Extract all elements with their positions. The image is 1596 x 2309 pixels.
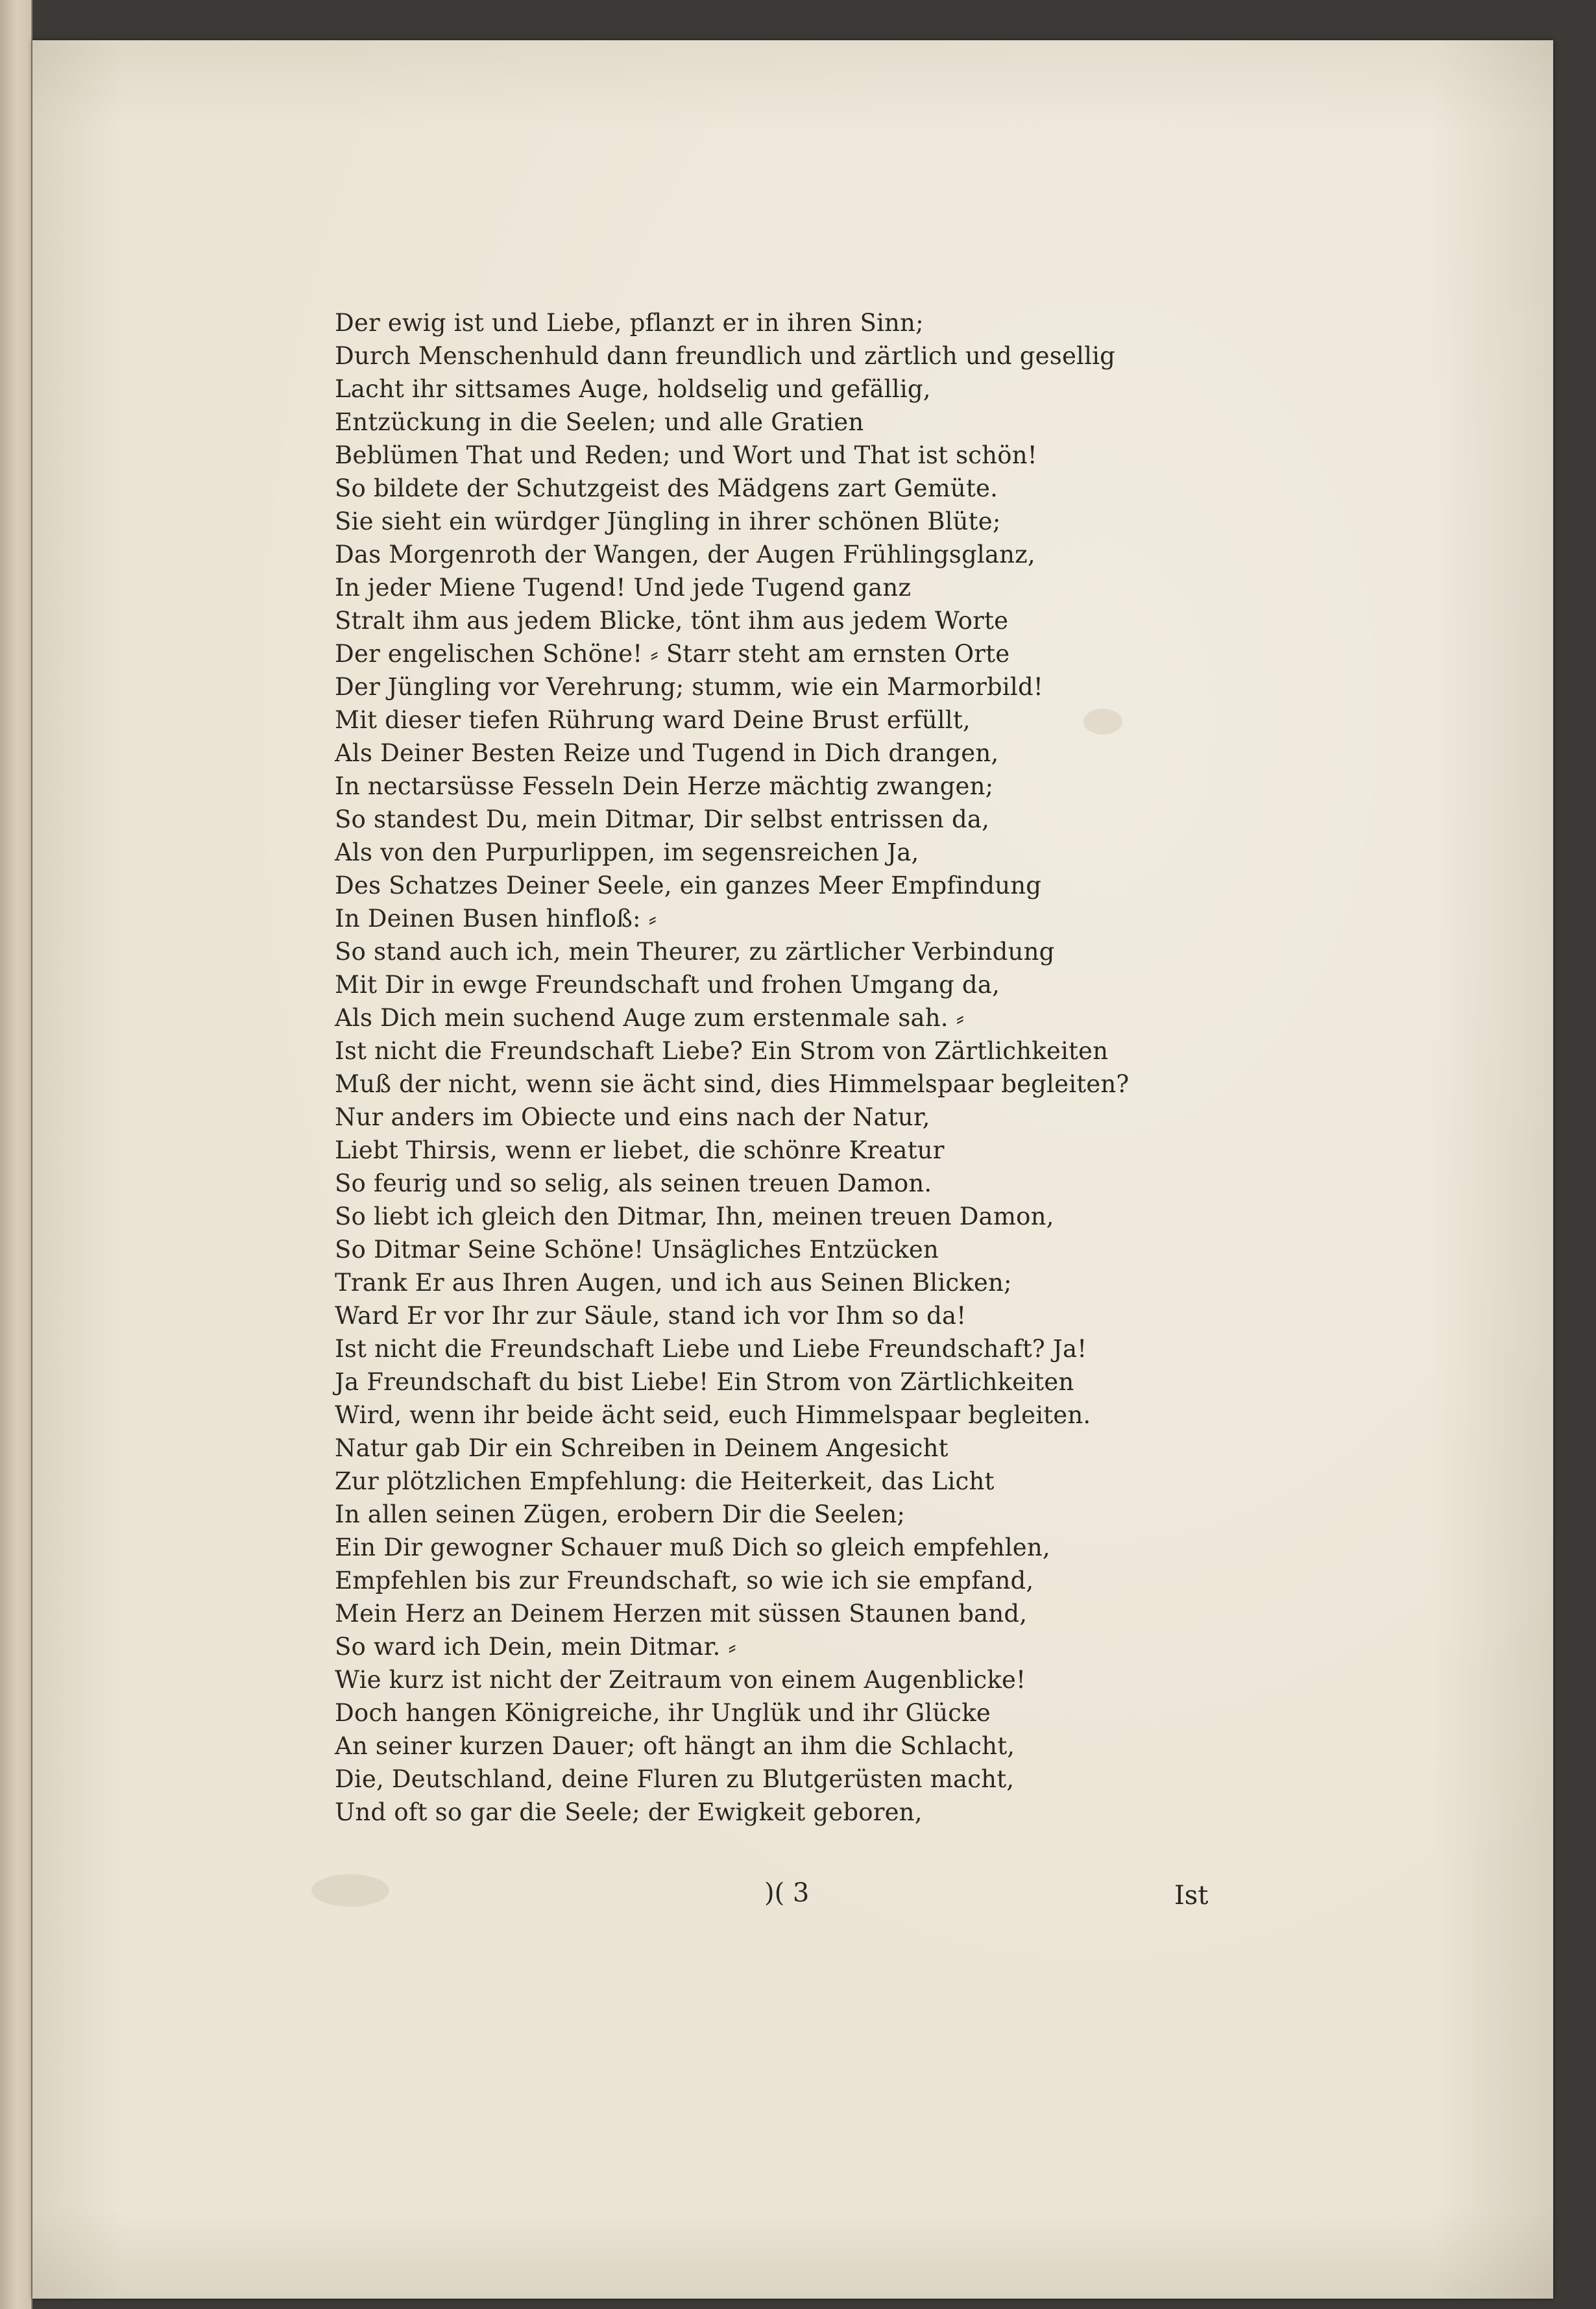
poem-line: In allen seinen Zügen, erobern Dir die Seelen;	[335, 1500, 906, 1528]
poem-line: Das Morgenroth der Wangen, der Augen Frühlingsglanz,	[335, 541, 1035, 568]
poem-text	[335, 306, 1217, 1829]
poem-line: Ist nicht die Freundschaft Liebe? Ein Strom von Zärtlichkeiten	[335, 1037, 1109, 1065]
poem-line: So stand auch ich, mein Theurer, zu zärtlicher Verbindung	[335, 938, 1055, 966]
poem-line: Entzückung in die Seelen; und alle Gratien	[335, 408, 864, 436]
poem-line: Liebt Thirsis, wenn er liebet, die schönre Kreatur	[335, 1136, 945, 1164]
poem-line: Wird, wenn ihr beide ächt seid, euch Himmelspaar begleiten.	[335, 1401, 1091, 1429]
poem-line: In Deinen Busen hinfloß: ⸗	[335, 905, 657, 933]
poem-line: So feurig und so selig, als seinen treuen Damon.	[335, 1169, 932, 1197]
poem-line: Als Dich mein suchend Auge zum erstenmale sah. ⸗	[335, 1004, 965, 1032]
poem-line: Trank Er aus Ihren Augen, und ich aus Seinen Blicken;	[335, 1269, 1012, 1297]
poem-line: Nur anders im Obiecte und eins nach der Natur,	[335, 1103, 930, 1131]
catchword: Ist	[1174, 1881, 1209, 1911]
paper-stain	[311, 1874, 389, 1907]
poem-line: In nectarsüsse Fesseln Dein Herze mächtig zwangen;	[335, 772, 994, 800]
poem-line: In jeder Miene Tugend! Und jede Tugend ganz	[335, 574, 912, 602]
poem-line: Ein Dir gewogner Schauer muß Dich so gleich empfehlen,	[335, 1533, 1050, 1561]
facing-page-edge	[0, 0, 32, 2309]
poem-line: Der Jüngling vor Verehrung; stumm, wie ein Marmorbild!	[335, 673, 1043, 701]
poem-line: Ward Er vor Ihr zur Säule, stand ich vor Ihm so da!	[335, 1302, 967, 1330]
poem-line: Mit dieser tiefen Rührung ward Deine Brust erfüllt,	[335, 706, 971, 734]
poem-line: Zur plötzlichen Empfehlung: die Heiterkeit, das Licht	[335, 1467, 995, 1495]
poem-line: An seiner kurzen Dauer; oft hängt an ihm die Schlacht,	[335, 1732, 1015, 1760]
poem-line: Doch hangen Königreiche, ihr Unglük und ihr Glücke	[335, 1699, 991, 1727]
signature-mark: )( 3	[764, 1878, 810, 1908]
poem-line: Als von den Purpurlippen, im segensreichen Ja,	[335, 838, 919, 866]
poem-line: So Ditmar Seine Schöne! Unsägliches Entzücken	[335, 1236, 939, 1264]
poem-line: Sie sieht ein würdger Jüngling in ihrer schönen Blüte;	[335, 507, 1001, 535]
poem-line: Durch Menschenhuld dann freundlich und zärtlich und gesellig	[335, 342, 1116, 370]
poem-line: Der ewig ist und Liebe, pflanzt er in ihren Sinn;	[335, 309, 924, 337]
poem-line: Des Schatzes Deiner Seele, ein ganzes Meer Empfindung	[335, 872, 1042, 899]
poem-line: So liebt ich gleich den Ditmar, Ihn, meinen treuen Damon,	[335, 1203, 1054, 1230]
page-sheet	[32, 40, 1553, 2299]
poem-line: So ward ich Dein, mein Ditmar. ⸗	[335, 1633, 736, 1661]
poem-line: Stralt ihm aus jedem Blicke, tönt ihm aus jedem Worte	[335, 607, 1009, 635]
poem-line: Und oft so gar die Seele; der Ewigkeit geboren,	[335, 1798, 923, 1826]
poem-line: Ist nicht die Freundschaft Liebe und Liebe Freundschaft? Ja!	[335, 1335, 1087, 1363]
poem-line: Natur gab Dir ein Schreiben in Deinem Angesicht	[335, 1434, 949, 1462]
poem-line: So standest Du, mein Ditmar, Dir selbst entrissen da,	[335, 805, 990, 833]
poem-line: Die, Deutschland, deine Fluren zu Blutgerüsten macht,	[335, 1765, 1015, 1793]
poem-line: Beblümen That und Reden; und Wort und That ist schön!	[335, 441, 1037, 469]
poem-line: Als Deiner Besten Reize und Tugend in Dich drangen,	[335, 739, 999, 767]
poem-line: Mit Dir in ewge Freundschaft und frohen Umgang da,	[335, 971, 1000, 999]
poem-line: Muß der nicht, wenn sie ächt sind, dies Himmelspaar begleiten?	[335, 1070, 1130, 1098]
poem-line: Lacht ihr sittsames Auge, holdselig und gefällig,	[335, 375, 931, 403]
poem-line: Der engelischen Schöne! ⸗ Starr steht am ernsten Orte	[335, 640, 1010, 668]
poem-line: Wie kurz ist nicht der Zeitraum von einem Augenblicke!	[335, 1666, 1026, 1694]
poem-line: So bildete der Schutzgeist des Mädgens zart Gemüte.	[335, 474, 998, 502]
poem-line: Empfehlen bis zur Freundschaft, so wie ich sie empfand,	[335, 1567, 1034, 1594]
poem-line: Mein Herz an Deinem Herzen mit süssen Staunen band,	[335, 1600, 1028, 1628]
poem-line: Ja Freundschaft du bist Liebe! Ein Strom von Zärtlichkeiten	[335, 1368, 1074, 1396]
